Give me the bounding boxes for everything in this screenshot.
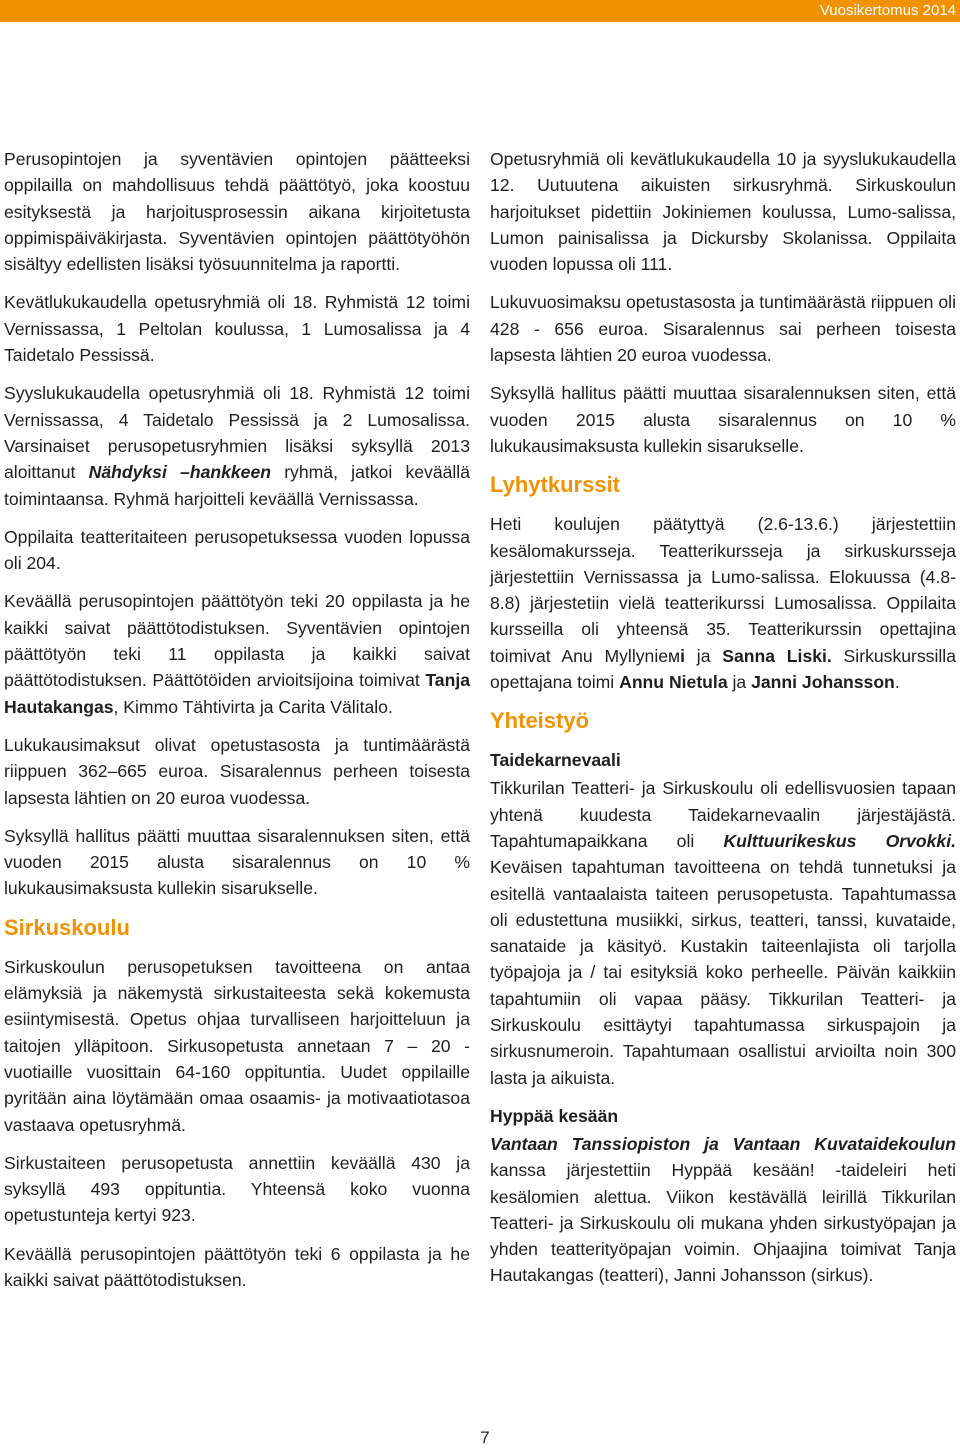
person-name: Tanja Hautakangas bbox=[4, 670, 470, 717]
header-bar bbox=[0, 0, 960, 22]
organizer-names: Vantaan Tanssiopiston ja Vantaan Kuvataidekoulun bbox=[490, 1133, 956, 1154]
paragraph: Vantaan Tanssiopiston ja Vantaan Kuvataidekoulun kanssa järjestettiin Hyppää kesään! -taideleiri heti kesälomien alettua. Viikon kestävällä leirillä Tikkurilan Teatteri- ja Sirkuskoulu oli mukana yhden sirkustyöpajan ja yhden teatterityöpajan voimin. Ohjaajina toimivat Tanja Hautakangas (teatteri), Janni Johansson (sirkus). bbox=[490, 1133, 956, 1286]
subheading-taidekarnevaali: Taidekarnevaali bbox=[490, 750, 621, 771]
paragraph: Tikkurilan Teatteri- ja Sirkuskoulu oli edellisvuosien tapaan yhtenä kuudesta Taidekarnevaalin järjestäjästä. Tapahtumapaikkana oli Kulttuurikeskus Orvokki. Keväisen tapahtuman tavoitteena on tehdä tunnetuksi ja esitellä vantaalaista taiteen perusopetusta. Tapahtumassa oli edustettuna musiikki, sirkus, teatteri, tanssi, kuvataide, sanataide ja käsityö. Kustakin taiteenlajista oli tarjolla työpajoja ja / tai esityksiä koko perheelle. Päivän kaikkiin tapahtumiin oli vapaa pääsy. Tikkurilan Teatteri- ja Sirkuskoulu esittäytyi tapahtumassa sirkuspajoin ja sirkusnumeroin. Tapahtumaan osallistui arvioilta noin 300 lasta ja aikuista. bbox=[490, 778, 956, 1088]
paragraph: Sirkuskoulun perusopetuksen tavoitteena on antaa elämyksiä ja näkemystä sirkustaiteesta sekä kokemusta esiintymisestä. Opetus ohjaa turvalliseen harjoitteluun ja taitojen ylläpitoon. Sirkusopetusta annetaan 7 – 20 -vuotiaille vuosittain 64-160 oppituntia. Uudet oppilaille pyritään aina löytämään omaa osaamis- ja motivaatiotasoa vastaava opetusryhmä. bbox=[4, 956, 470, 1135]
right-column bbox=[490, 146, 956, 1301]
page-number: 7 bbox=[480, 1428, 490, 1447]
paragraph: Lukukausimaksut olivat opetustasosta ja tuntimäärästä riippuen 362–665 euroa. Sisaralennus perheen toisesta lapsesta lähtien on 20 euroa vuodessa. bbox=[4, 734, 470, 808]
paragraph: Kevätlukukaudella opetusryhmiä oli 18. Ryhmistä 12 toimi Vernissassa, 1 Peltolan koulussa, 1 Lumosalissa ja 4 Taidetalo Pessissä. bbox=[4, 292, 470, 366]
paragraph: Opetusryhmiä oli kevätlukukaudella 10 ja syyslukukaudella 12. Uutuutena aikuisten sirkusryhmä. Sirkuskoulun harjoitukset pidettiin Jokiniemen koulussa, Lumo-salissa, Lumon painisalissa ja Dickursby Skolanissa. Oppilaita vuoden lopussa oli 111. bbox=[490, 149, 956, 275]
report-title: Vuosikertomus 2014 bbox=[819, 2, 956, 19]
person-name: Annu Nietula bbox=[619, 672, 728, 693]
section-heading-yhteistyo: Yhteistyö bbox=[490, 708, 590, 734]
section-heading-lyhytkurssit: Lyhytkurssit bbox=[490, 472, 621, 498]
paragraph: Syyslukukaudella opetusryhmiä oli 18. Ryhmistä 12 toimi Vernissassa, 4 Taidetalo Pessissä ja 2 Lumosalissa. Varsinaiset perusopetusryhmien lisäksi syksyllä 2013 aloittanut Nähdyksi –hankkeen ryhmä, jatkoi keväällä toimintaansa. Ryhmä harjoitteli keväällä Vernissassa. bbox=[4, 383, 470, 509]
person-name: Sanna Liski. bbox=[722, 645, 832, 666]
paragraph: Syksyllä hallitus päätti muuttaa sisaralennuksen siten, että vuoden 2015 alusta sisaralennus on 10 % lukukausimaksusta kullekin sisarukselle. bbox=[490, 383, 956, 456]
paragraph: Keväällä perusopintojen päättötyön teki 20 oppilasta ja he kaikki saivat päättötodistuksen. Syventävien opintojen päättötyön teki 11 oppilasta ja kaikki saivat päättötodistuksen. Päättötöiden arvioitsijoina toimivat Tanja Hautakangas, Kimmo Tähtivirta ja Carita Välitalo. bbox=[4, 591, 470, 717]
venue-name: Kulttuurikeskus Orvokki. bbox=[723, 830, 956, 851]
project-name: Nähdyksi –hankkeen bbox=[88, 462, 271, 483]
section-heading-sirkuskoulu: Sirkuskoulu bbox=[4, 914, 130, 940]
person-name: Janni Johansson bbox=[751, 672, 895, 693]
paragraph: Perusopintojen ja syventävien opintojen päätteeksi oppilailla on mahdollisuus tehdä päättötyö, joka koostuu esityksestä ja harjoitusprosessin aikana kirjoitetusta oppimispäiväkirjasta. Syventävien opintojen päättötyöhön sisältyy edellisten lisäksi työsuunnitelma ja raportti. bbox=[4, 149, 470, 275]
paragraph: Sirkustaiteen perusopetusta annettiin keväällä 430 ja syksyllä 493 oppituntia. Yhteensä koko vuonna opetustunteja kertyi 923. bbox=[4, 1152, 470, 1226]
paragraph: Keväällä perusopintojen päättötyön teki 6 oppilasta ja he kaikki saivat päättötodistuksen. bbox=[4, 1243, 470, 1290]
paragraph: Syksyllä hallitus päätti muuttaa sisaralennuksen siten, että vuoden 2015 alusta sisaralennus on 10 % lukukausimaksusta kullekin sisarukselle. bbox=[4, 825, 470, 899]
paragraph: Lukuvuosimaksu opetustasosta ja tuntimäärästä riippuen oli 428 - 656 euroa. Sisaralennus sai perheen toisesta lapsesta lähtien 20 euroa vuodessa. bbox=[490, 292, 956, 366]
subheading-hyppaa-kesaan: Hyppää kesään bbox=[490, 1105, 619, 1126]
left-column bbox=[4, 146, 470, 1305]
paragraph: Oppilaita teatteritaiteen perusopetuksessa vuoden lopussa oli 204. bbox=[4, 526, 470, 574]
paragraph: Heti koulujen päätyttyä (2.6-13.6.) järjestettiin kesälomakursseja. Teatterikursseja ja sirkuskursseja järjestettiin Vernissassa ja Lumo-salissa. Elokuussa (4.8-8.8) järjestetiin vielä teatterikurssi Lumosalissa. Oppilaita kursseilla oli yhteensä 35. Teatterikurssin opettajina toimivat Anu Myllynieмi ja Sanna Liski. Sirkuskurssilla opettajana toimi Annu Nietula ja Janni Johansson. bbox=[490, 514, 956, 693]
